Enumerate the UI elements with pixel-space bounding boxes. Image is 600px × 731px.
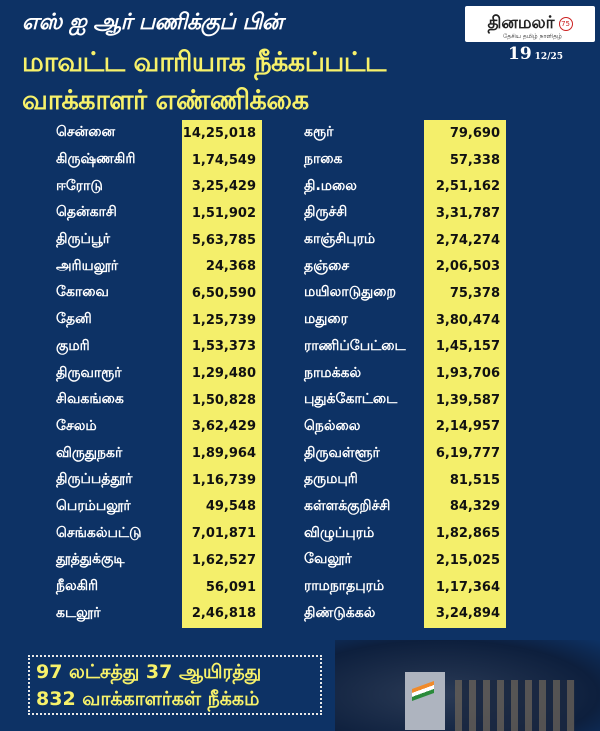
title-line-1: மாவட்ட வாரியாக நீக்கப்பட்ட xyxy=(22,47,386,78)
district-name: செங்கல்பட்டு xyxy=(56,524,142,541)
district-name: திண்டுக்கல் xyxy=(304,604,376,621)
district-name: தேனி xyxy=(56,311,92,328)
removed-count: 3,24,894 xyxy=(435,606,500,622)
district-name: திருப்பத்தூர் xyxy=(56,471,133,488)
removed-count: 79,690 xyxy=(449,125,500,141)
removed-count: 2,14,957 xyxy=(435,419,500,435)
district-name: சேலம் xyxy=(56,417,97,434)
page-info xyxy=(508,44,563,64)
page-date: 12/25 xyxy=(534,52,564,62)
removed-count: 2,51,162 xyxy=(435,179,500,195)
district-name: கடலூர் xyxy=(56,604,101,621)
district-name: புதுக்கோட்டை xyxy=(304,391,398,408)
removed-count: 1,50,828 xyxy=(191,392,256,408)
removed-count: 1,93,706 xyxy=(435,366,500,382)
district-name: தருமபுரி xyxy=(304,471,358,488)
district-name: குமரி xyxy=(56,337,90,354)
summary-line-1: 97 லட்சத்து 37 ஆயிரத்து xyxy=(36,661,262,683)
district-name: அரியலூர் xyxy=(56,257,119,274)
district-name: விழுப்புரம் xyxy=(304,524,375,541)
removed-count: 1,89,964 xyxy=(191,446,256,462)
removed-count: 1,29,480 xyxy=(191,366,256,382)
page-number: 19 xyxy=(508,44,532,64)
district-name: சிவகங்கை xyxy=(56,391,124,408)
removed-count: 84,329 xyxy=(449,499,500,515)
removed-count: 1,82,865 xyxy=(435,526,500,542)
removed-count: 81,515 xyxy=(449,472,500,488)
removed-count: 3,25,429 xyxy=(191,179,256,195)
district-name: தி.மலை xyxy=(304,177,357,194)
removed-count: 24,368 xyxy=(205,259,256,275)
left-district-counts xyxy=(182,120,256,627)
removed-count: 6,19,777 xyxy=(435,446,500,462)
right-district-names xyxy=(304,120,406,627)
district-name: நீலகிரி xyxy=(56,578,99,595)
district-name: காஞ்சிபுரம் xyxy=(304,231,376,248)
district-name: நாமக்கல் xyxy=(304,364,362,381)
removed-count: 2,06,503 xyxy=(435,259,500,275)
removed-count: 49,548 xyxy=(205,499,256,515)
removed-count: 1,45,157 xyxy=(435,339,500,355)
district-name: ராமநாதபுரம் xyxy=(304,578,385,595)
title-line-2: வாக்காளர் எண்ணிக்கை xyxy=(22,85,309,116)
district-name: தூத்துக்குடி xyxy=(56,551,125,568)
voting-booth-image xyxy=(405,672,445,730)
removed-count: 1,74,549 xyxy=(191,152,256,168)
logo-name: தினமலர் xyxy=(487,13,555,33)
removed-count: 56,091 xyxy=(205,579,256,595)
district-name: ஈரோடு xyxy=(56,177,103,194)
district-name: விருதுநகர் xyxy=(56,444,123,461)
left-district-names xyxy=(56,120,142,627)
removed-count: 1,25,739 xyxy=(191,312,256,328)
district-name: கோவை xyxy=(56,284,109,301)
total-removed-summary xyxy=(28,655,322,715)
removed-count: 1,51,902 xyxy=(191,205,256,221)
district-name: திருச்சி xyxy=(304,204,348,221)
removed-count: 1,16,739 xyxy=(191,472,256,488)
removed-count: 5,63,785 xyxy=(191,232,256,248)
summary-line-2: 832 வாக்காளர்கள் நீக்கம் xyxy=(36,688,260,710)
removed-count: 3,80,474 xyxy=(435,312,500,328)
removed-count: 2,15,025 xyxy=(435,552,500,568)
district-name: கிருஷ்ணகிரி xyxy=(56,151,136,168)
district-name: கரூர் xyxy=(304,124,334,141)
removed-count: 1,62,527 xyxy=(191,552,256,568)
district-name: வேலூர் xyxy=(304,551,352,568)
removed-count: 7,01,871 xyxy=(191,526,256,542)
removed-count: 6,50,590 xyxy=(191,285,256,301)
district-name: தஞ்சை xyxy=(304,257,350,274)
district-name: திருவள்ளூர் xyxy=(304,444,380,461)
removed-count: 2,74,274 xyxy=(435,232,500,248)
district-name: நெல்லை xyxy=(304,417,361,434)
district-name: மயிலாடுதுறை xyxy=(304,284,396,301)
page-title xyxy=(22,44,386,120)
removed-count: 14,25,018 xyxy=(182,125,256,141)
removed-count: 3,62,429 xyxy=(191,419,256,435)
district-name: மதுரை xyxy=(304,311,348,328)
district-name: நாகை xyxy=(304,151,343,168)
anniversary-badge: 75 xyxy=(559,17,573,31)
voters-queue-image xyxy=(455,680,575,731)
district-name: ராணிப்பேட்டை xyxy=(304,337,406,354)
dinamalar-logo xyxy=(465,6,595,42)
removed-count: 1,17,364 xyxy=(435,579,500,595)
removed-count: 1,53,373 xyxy=(191,339,256,355)
removed-count: 3,31,787 xyxy=(435,205,500,221)
district-name: திருப்பூர் xyxy=(56,231,111,248)
removed-count: 75,378 xyxy=(449,285,500,301)
district-name: திருவாரூர் xyxy=(56,364,122,381)
kicker-heading: எஸ் ஐ ஆர் பணிக்குப் பின் xyxy=(22,10,283,35)
removed-count: 1,39,587 xyxy=(435,392,500,408)
district-name: கள்ளக்குறிச்சி xyxy=(304,497,391,514)
logo-tagline: தேசிய தமிழ் நாளிதழ் xyxy=(503,33,562,40)
removed-count: 57,338 xyxy=(449,152,500,168)
removed-count: 2,46,818 xyxy=(191,606,256,622)
district-name: சென்னை xyxy=(56,124,116,141)
district-name: பெரம்பலூர் xyxy=(56,497,131,514)
district-name: தென்காசி xyxy=(56,204,117,221)
right-district-counts xyxy=(424,120,500,627)
